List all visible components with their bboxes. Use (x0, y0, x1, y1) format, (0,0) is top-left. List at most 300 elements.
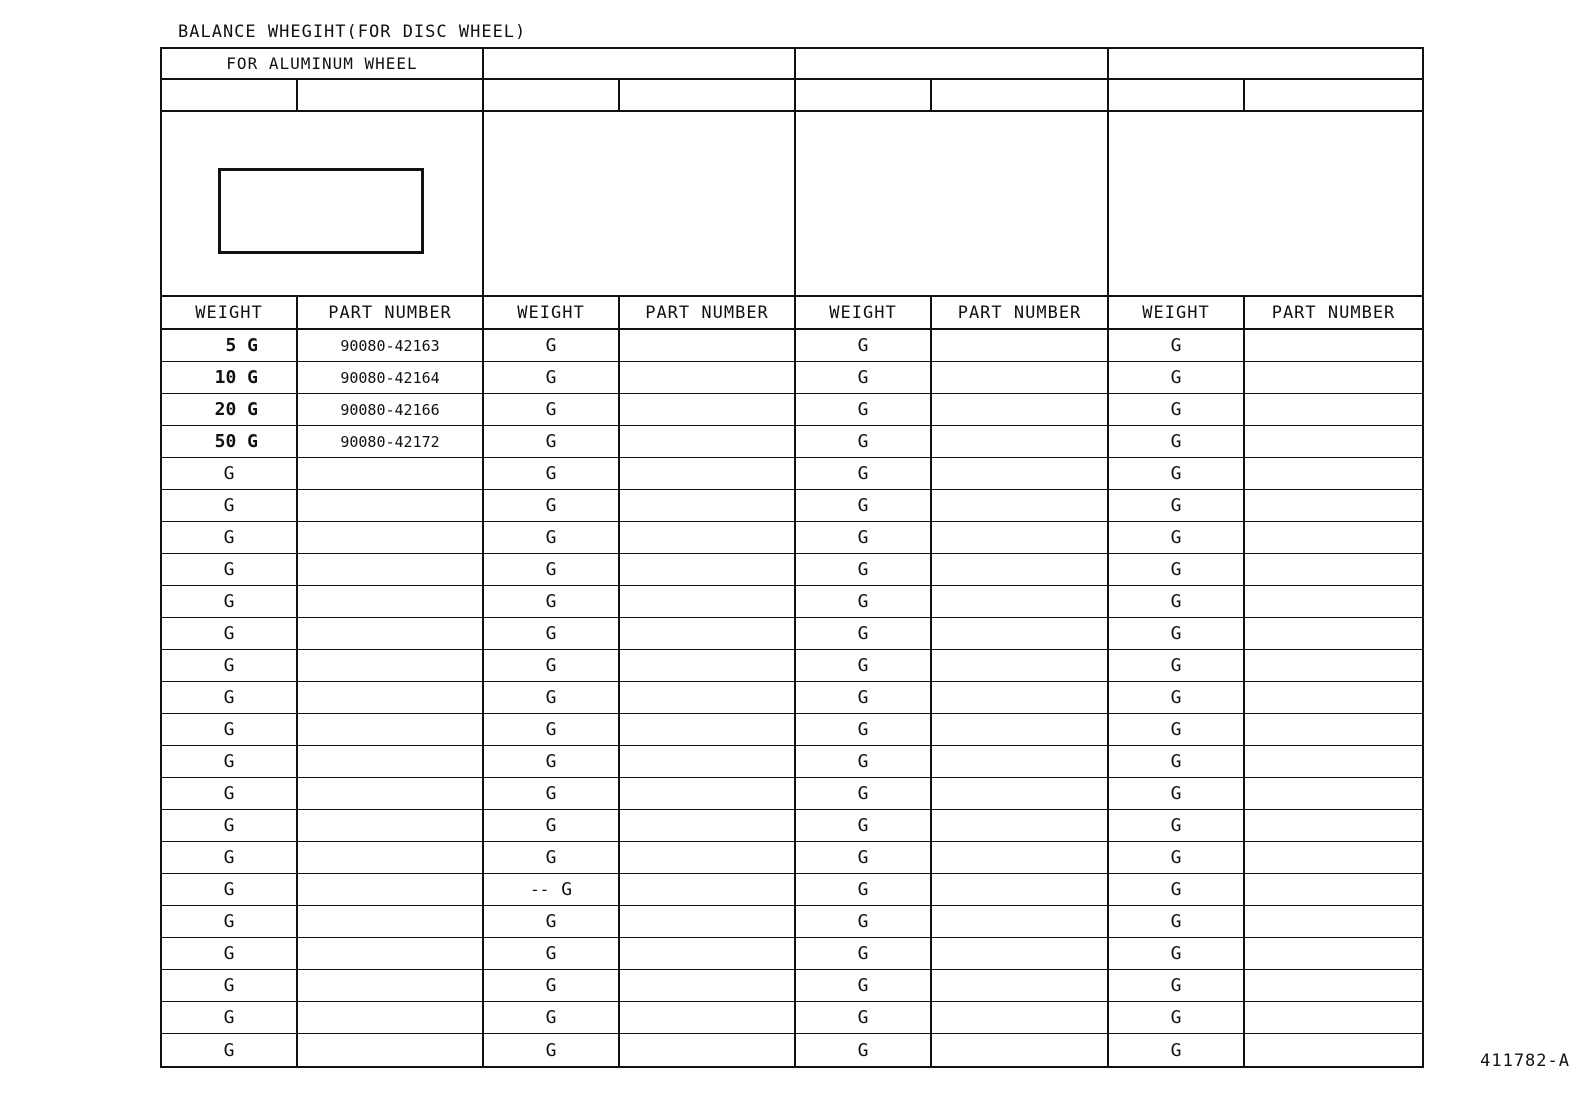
table-row (796, 618, 1107, 650)
part-number-cell (298, 650, 482, 681)
weight-cell (162, 490, 298, 521)
weight-value: G (857, 943, 869, 964)
part-number-cell (1245, 874, 1422, 905)
weight-value: G (857, 815, 869, 836)
weight-cell (796, 778, 932, 809)
part-number-cell (620, 650, 794, 681)
table-row (1109, 1034, 1422, 1066)
part-number-column-header: PART NUMBER (957, 302, 1082, 323)
table-row (162, 714, 482, 746)
weight-value: G (1170, 687, 1182, 708)
page-title: BALANCE WHEGIHT(FOR DISC WHEEL) (178, 22, 527, 42)
table-row (484, 970, 794, 1002)
weight-value: G (545, 1007, 557, 1028)
part-number-cell (620, 490, 794, 521)
part-number-cell (932, 682, 1107, 713)
table-row (1109, 362, 1422, 394)
part-number-cell (932, 650, 1107, 681)
weight-cell (1109, 362, 1245, 393)
part-number-cell (1245, 714, 1422, 745)
weight-value: G (1170, 655, 1182, 676)
table-row (484, 714, 794, 746)
part-number-cell (298, 746, 482, 777)
weight-value: G (223, 495, 235, 516)
blank-cell (1109, 80, 1245, 110)
weight-cell (796, 394, 932, 425)
weight-cell (796, 586, 932, 617)
table-row (796, 330, 1107, 362)
table-row (162, 394, 482, 426)
table-row (1109, 618, 1422, 650)
weight-value: G (223, 591, 235, 612)
weight-value: G (223, 527, 235, 548)
table-row (162, 490, 482, 522)
weight-cell (1109, 746, 1245, 777)
weight-value: G (561, 879, 573, 900)
part-number-cell (1245, 970, 1422, 1001)
weight-cell (484, 970, 620, 1001)
weight-cell (484, 906, 620, 937)
weight-value: G (223, 687, 235, 708)
weight-cell (1109, 938, 1245, 969)
blank-cell (484, 80, 620, 110)
weight-value: G (857, 1007, 869, 1028)
weight-value: G (223, 847, 235, 868)
table-row (484, 1034, 794, 1066)
weight-value: G (223, 1039, 235, 1061)
weight-value: G (1170, 1039, 1182, 1061)
table-row (484, 554, 794, 586)
part-number-cell (620, 1002, 794, 1033)
part-number-cell (932, 938, 1107, 969)
weight-cell (796, 426, 932, 457)
weight-cell (1109, 714, 1245, 745)
part-number-cell (932, 394, 1107, 425)
column-header-row (796, 297, 1107, 330)
weight-cell (162, 970, 298, 1001)
weight-cell (484, 842, 620, 873)
wheel-block-3 (796, 47, 1109, 1066)
table-row (162, 586, 482, 618)
weight-value: G (223, 559, 235, 580)
table-row (162, 458, 482, 490)
table-row (484, 394, 794, 426)
part-number-column-header: PART NUMBER (645, 302, 769, 323)
weight-value: G (857, 431, 869, 452)
part-number-cell (932, 874, 1107, 905)
weight-value: G (857, 751, 869, 772)
table-row (484, 522, 794, 554)
weight-column-header: WEIGHT (484, 297, 620, 328)
weight-value: G (545, 751, 557, 772)
table-row (796, 746, 1107, 778)
part-number-cell (620, 330, 794, 361)
weight-cell (1109, 842, 1245, 873)
table-row (796, 586, 1107, 618)
part-number-cell (1245, 330, 1422, 361)
part-number-cell (1245, 618, 1422, 649)
table-row (162, 1002, 482, 1034)
weight-value: G (223, 879, 235, 900)
table-row (484, 746, 794, 778)
weight-value: G (223, 655, 235, 676)
part-number-cell (620, 778, 794, 809)
weight-value: G (1170, 463, 1182, 484)
weight-value: G (857, 719, 869, 740)
weight-cell (162, 426, 298, 457)
weight-value: G (1170, 431, 1182, 452)
weight-value: G (857, 911, 869, 932)
weight-cell (484, 778, 620, 809)
weight-value: G (545, 847, 557, 868)
weight-value: G (1170, 399, 1182, 420)
part-number-cell (932, 810, 1107, 841)
weight-value: G (545, 367, 557, 388)
weight-column-header: WEIGHT (796, 297, 932, 328)
table-row (796, 810, 1107, 842)
table-row (484, 618, 794, 650)
part-number-cell (620, 682, 794, 713)
weight-cell (1109, 650, 1245, 681)
table-row (1109, 586, 1422, 618)
weight-cell (484, 938, 620, 969)
table-row (1109, 458, 1422, 490)
weight-cell (484, 426, 620, 457)
weight-value: G (545, 943, 557, 964)
wheel-type-label (484, 49, 794, 80)
table-row (1109, 490, 1422, 522)
weight-cell (484, 1034, 620, 1066)
weight-cell (484, 746, 620, 777)
weight-value: G (857, 623, 869, 644)
table-row (162, 426, 482, 458)
weight-value: G (223, 751, 235, 772)
weight-cell (162, 714, 298, 745)
part-number-cell (298, 458, 482, 489)
table-row (1109, 714, 1422, 746)
part-number-cell (1245, 490, 1422, 521)
weight-value: G (1170, 495, 1182, 516)
weight-cell (796, 714, 932, 745)
weight-cell (484, 714, 620, 745)
illustration-area (1109, 112, 1422, 297)
weight-cell (796, 682, 932, 713)
part-number-cell (620, 458, 794, 489)
weight-cell (484, 362, 620, 393)
part-number-cell (298, 810, 482, 841)
table-row (1109, 906, 1422, 938)
table-row (796, 1034, 1107, 1066)
part-number-cell (1245, 426, 1422, 457)
weight-value: G (223, 1007, 235, 1028)
table-row (484, 426, 794, 458)
table-row (1109, 1002, 1422, 1034)
table-row (162, 554, 482, 586)
part-number-cell (298, 522, 482, 553)
wheel-block-4 (1109, 47, 1424, 1066)
weight-value: G (1170, 559, 1182, 580)
table-row (796, 970, 1107, 1002)
table-row (162, 362, 482, 394)
part-number-cell (1245, 458, 1422, 489)
part-number-cell (620, 586, 794, 617)
blank-sub-row (1109, 80, 1422, 112)
part-number-cell (298, 714, 482, 745)
part-number-cell (1245, 778, 1422, 809)
wheel-block-2 (484, 47, 796, 1066)
part-number-cell (620, 842, 794, 873)
weight-value: G (1170, 751, 1182, 772)
weight-cell (162, 906, 298, 937)
weight-cell (796, 458, 932, 489)
weight-value: G (545, 687, 557, 708)
table-row (162, 522, 482, 554)
weight-cell (796, 330, 932, 361)
part-number-cell (932, 330, 1107, 361)
weight-value: G (857, 399, 869, 420)
table-row (1109, 778, 1422, 810)
weight-value: 5 G (225, 335, 258, 356)
table-row (484, 874, 794, 906)
part-number-column-header: PART NUMBER (328, 302, 452, 323)
table-row (162, 778, 482, 810)
weight-cell (484, 650, 620, 681)
table-row (796, 362, 1107, 394)
wheel-type-label: FOR ALUMINUM WHEEL (162, 49, 482, 80)
table-row (1109, 330, 1422, 362)
table-row (162, 746, 482, 778)
weight-cell (484, 586, 620, 617)
table-row (796, 842, 1107, 874)
weight-cell (1109, 1002, 1245, 1033)
weight-value: G (545, 559, 557, 580)
part-number-cell (932, 714, 1107, 745)
part-number-cell: 90080-42163 (340, 336, 440, 355)
blank-cell (620, 80, 794, 110)
table-row (484, 362, 794, 394)
weight-value: G (545, 399, 557, 420)
table-row (796, 714, 1107, 746)
blank-cell (932, 80, 1107, 110)
weight-value: G (223, 719, 235, 740)
part-number-cell: 90080-42164 (340, 368, 440, 387)
weight-value: G (1170, 943, 1182, 964)
table-row (1109, 522, 1422, 554)
part-number-cell (298, 874, 482, 905)
weight-cell (484, 554, 620, 585)
table-row (1109, 938, 1422, 970)
part-number-cell (298, 1034, 482, 1066)
table-row (796, 906, 1107, 938)
part-number-cell: 90080-42172 (340, 432, 440, 451)
table-row (484, 906, 794, 938)
weight-value: G (1170, 527, 1182, 548)
weight-value: G (1170, 783, 1182, 804)
weight-value: G (1170, 911, 1182, 932)
weight-cell (484, 1002, 620, 1033)
weight-value: G (1170, 975, 1182, 996)
weight-cell (1109, 426, 1245, 457)
weight-cell (162, 842, 298, 873)
part-number-cell (932, 458, 1107, 489)
weight-cell (1109, 682, 1245, 713)
weight-cell (1109, 522, 1245, 553)
weight-cell (162, 938, 298, 969)
table-row (1109, 970, 1422, 1002)
table-row (484, 778, 794, 810)
table-row (796, 394, 1107, 426)
weight-value: G (223, 623, 235, 644)
part-number-cell (298, 618, 482, 649)
part-number-cell (1245, 1002, 1422, 1033)
weight-cell (796, 810, 932, 841)
part-number-cell (620, 810, 794, 841)
weight-cell (796, 554, 932, 585)
dash-mark: -- (529, 880, 550, 899)
weight-value: G (1170, 719, 1182, 740)
table-row (1109, 426, 1422, 458)
part-number-cell (1245, 810, 1422, 841)
weight-cell (1109, 394, 1245, 425)
weight-cell (484, 490, 620, 521)
table-row (484, 682, 794, 714)
weight-value: G (223, 911, 235, 932)
weight-cell (162, 618, 298, 649)
part-number-cell (932, 490, 1107, 521)
part-number-cell (620, 394, 794, 425)
weight-value: G (1170, 591, 1182, 612)
part-number-cell (1245, 362, 1422, 393)
part-number-cell (620, 522, 794, 553)
table-row (484, 490, 794, 522)
weight-value: G (1170, 367, 1182, 388)
table-row (484, 938, 794, 970)
weight-cell (484, 874, 620, 905)
part-number-cell (620, 426, 794, 457)
weight-cell (484, 522, 620, 553)
part-number-cell (932, 618, 1107, 649)
weight-value: G (545, 1039, 557, 1061)
part-number-cell (1245, 746, 1422, 777)
table-row (796, 554, 1107, 586)
weight-cell (484, 394, 620, 425)
weight-cell (796, 362, 932, 393)
weight-cell (162, 650, 298, 681)
weight-cell (1109, 490, 1245, 521)
table-row (1109, 554, 1422, 586)
weight-value: G (857, 335, 869, 356)
table-row (162, 938, 482, 970)
weight-cell (796, 938, 932, 969)
weight-cell (796, 650, 932, 681)
weight-value: G (545, 815, 557, 836)
weight-cell (162, 746, 298, 777)
weight-value: G (1170, 815, 1182, 836)
table-row (796, 490, 1107, 522)
part-number-cell (932, 842, 1107, 873)
table-row (1109, 842, 1422, 874)
table-row (796, 458, 1107, 490)
weight-cell (1109, 618, 1245, 649)
weight-value: G (545, 335, 557, 356)
weight-value: G (545, 527, 557, 548)
part-number-cell (1245, 554, 1422, 585)
weight-value: G (223, 783, 235, 804)
weight-value: G (545, 783, 557, 804)
weight-value: G (857, 879, 869, 900)
part-number-cell (620, 618, 794, 649)
weight-cell (796, 746, 932, 777)
part-number-cell (620, 970, 794, 1001)
weight-cell (796, 1034, 932, 1066)
weight-cell (1109, 810, 1245, 841)
weight-cell (796, 842, 932, 873)
weight-cell (162, 1002, 298, 1033)
table-row (1109, 746, 1422, 778)
wheel-block-1 (162, 47, 484, 1066)
weight-value: G (223, 463, 235, 484)
table-row (162, 906, 482, 938)
table-row (162, 650, 482, 682)
weight-cell (796, 618, 932, 649)
weight-cell (796, 906, 932, 937)
weight-value: G (857, 591, 869, 612)
part-number-cell (932, 778, 1107, 809)
table-row (162, 1034, 482, 1066)
table-row (162, 810, 482, 842)
weight-value: G (857, 783, 869, 804)
weight-value: G (1170, 335, 1182, 356)
weight-cell (162, 874, 298, 905)
part-number-cell (932, 1002, 1107, 1033)
weight-value: G (1170, 879, 1182, 900)
weight-cell (796, 874, 932, 905)
part-number-cell (932, 970, 1107, 1001)
part-number-cell (932, 906, 1107, 937)
illustration-area (162, 112, 482, 297)
table-row (162, 970, 482, 1002)
balance-weight-table (160, 47, 1424, 1068)
part-number-cell (620, 1034, 794, 1066)
weight-cell (162, 682, 298, 713)
weight-cell (162, 810, 298, 841)
table-row (1109, 810, 1422, 842)
part-number-cell (932, 426, 1107, 457)
weight-column-header: WEIGHT (162, 297, 298, 328)
part-number-cell (932, 362, 1107, 393)
part-number-cell (1245, 906, 1422, 937)
table-row (162, 874, 482, 906)
weight-value: G (857, 495, 869, 516)
weight-value: 50 G (214, 431, 258, 452)
part-number-cell (1245, 842, 1422, 873)
weight-cell (1109, 906, 1245, 937)
part-number-cell (1245, 586, 1422, 617)
weight-cell (484, 330, 620, 361)
part-number-cell (298, 778, 482, 809)
part-number-cell (298, 490, 482, 521)
part-number-cell (932, 586, 1107, 617)
blank-cell (796, 80, 932, 110)
weight-cell (162, 458, 298, 489)
weight-cell (162, 522, 298, 553)
weight-cell (162, 586, 298, 617)
illustration-area (796, 112, 1107, 297)
weight-value: G (857, 975, 869, 996)
part-number-cell (298, 682, 482, 713)
blank-cell (162, 80, 298, 110)
part-number-cell (620, 554, 794, 585)
